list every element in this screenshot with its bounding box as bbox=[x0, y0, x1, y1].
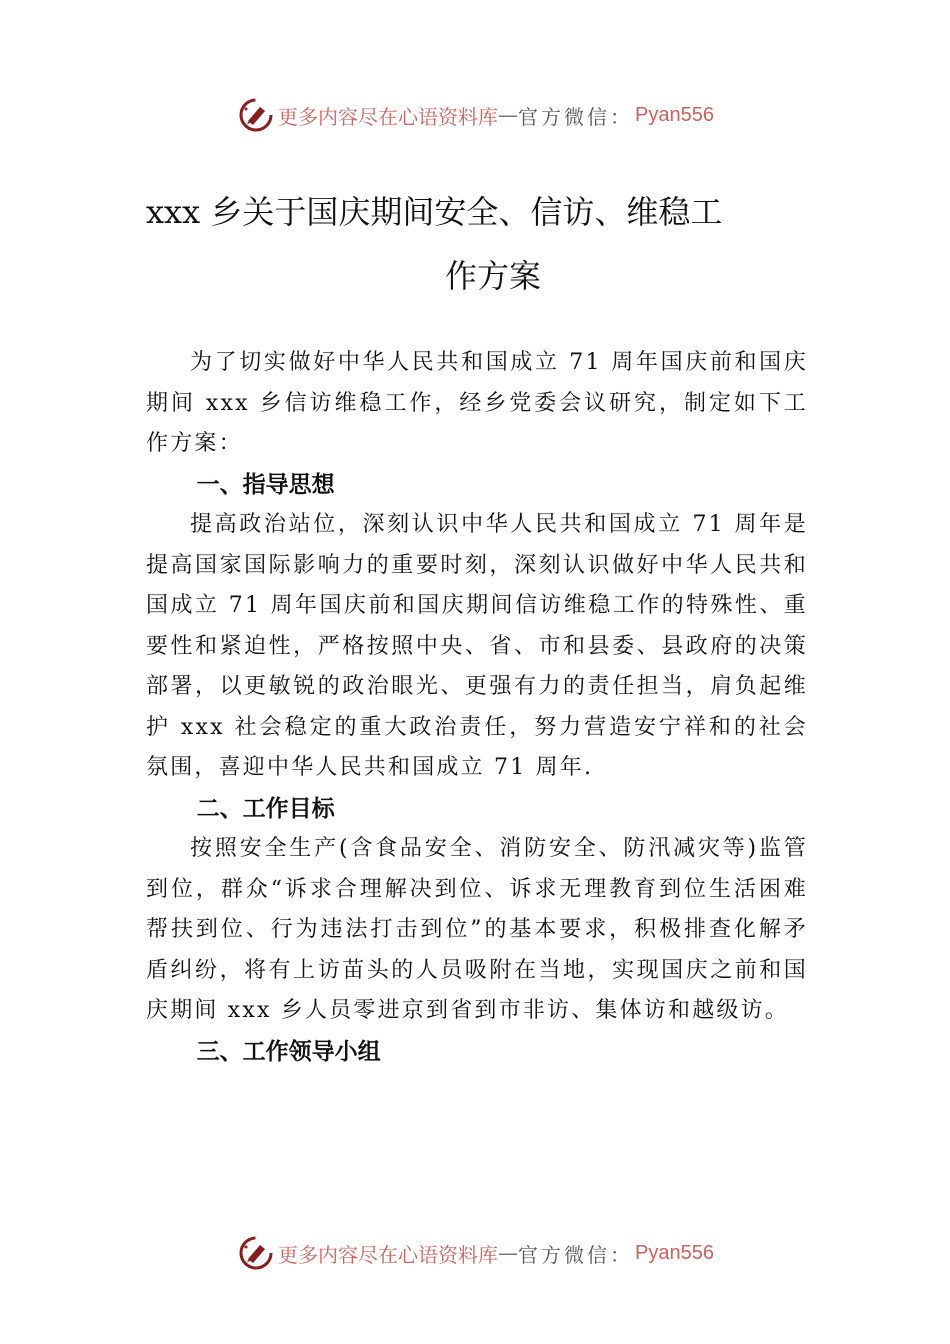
document-title-line-1: xxx 乡关于国庆期间安全、信访、维稳工 bbox=[146, 193, 723, 231]
footer-banner bbox=[238, 1233, 728, 1273]
section-heading-leading-group: 三、工作领导小组 bbox=[196, 1038, 381, 1065]
header-banner bbox=[238, 95, 728, 135]
promo-text: 更多内容尽在心语资料库 bbox=[278, 104, 498, 129]
section-heading-guiding-ideology: 一、指导思想 bbox=[196, 471, 335, 498]
banner-dash: — bbox=[498, 103, 518, 127]
quill-pen-logo-icon bbox=[238, 1235, 274, 1271]
banner-dash: — bbox=[498, 1241, 518, 1265]
promo-text: 更多内容尽在心语资料库 bbox=[278, 1242, 498, 1267]
intro-paragraph: 为了切实做好中华人民共和国成立 71 周年国庆前和国庆期间 xxx 乡信访维稳工作，经乡党委会议研究，制定如下工作方案： bbox=[146, 350, 808, 456]
quill-pen-logo-icon bbox=[238, 97, 274, 133]
work-goals-paragraph: 按照安全生产(含食品安全、消防安全、防汛减灾等)监管到位，群众“诉求合理解决到位、诉求无理教育到位生活困难帮扶到位、行为违法打击到位”的基本要求，积极排查化解矛盾纠纷，将有上访苗头的人员吸附在当地，实现国庆之前和国庆期间 xxx 乡人员零进京到省到市非访、集体访和越级访。 bbox=[146, 836, 808, 1023]
wechat-id: Pyan556 bbox=[635, 103, 714, 126]
wechat-label: 官方微信： bbox=[518, 104, 633, 129]
wechat-label: 官方微信： bbox=[518, 1242, 633, 1267]
document-title-line-2: 作方案 bbox=[444, 257, 541, 295]
guiding-ideology-paragraph: 提高政治站位，深刻认识中华人民共和国成立 71 周年是提高国家国际影响力的重要时刻，深刻认识做好中华人民共和国成立 71 周年国庆前和国庆期间信访维稳工作的特殊性、重要性和紧迫性，严格按照中央、省、市和县委、县政府的决策部署，以更敏锐的政治眼光、更强有力的责任担当，肩负起维护 xxx 社会稳定的重大政治责任，努力营造安宁祥和的社会氛围，喜迎中华人民共和国成立 71 周年. bbox=[146, 512, 808, 780]
document-body bbox=[146, 343, 808, 1072]
wechat-id: Pyan556 bbox=[635, 1241, 714, 1264]
section-heading-work-goals: 二、工作目标 bbox=[196, 795, 335, 822]
